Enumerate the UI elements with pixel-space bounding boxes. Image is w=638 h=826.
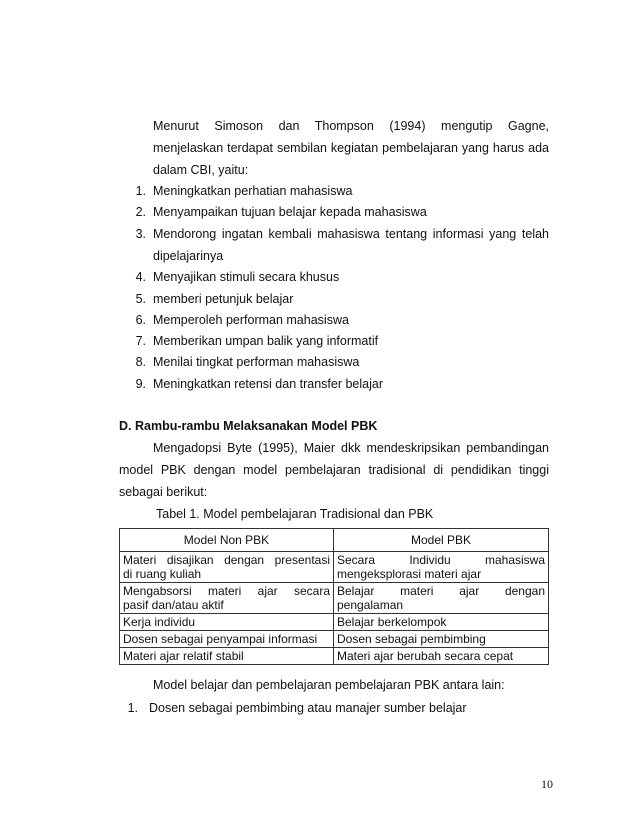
table-row	[120, 583, 549, 614]
table-row	[120, 614, 549, 631]
list-item-text: Menilai tingkat performan mahasiswa	[153, 355, 360, 369]
list-item-text: Memberikan umpan balik yang informatif	[153, 334, 379, 348]
list-item-number: 1.	[135, 184, 146, 198]
list-item-number: 3.	[135, 227, 146, 241]
list-item-number: 7.	[135, 334, 146, 348]
cell-line: Mengabsorsi materi ajar secara	[123, 584, 330, 598]
table-caption: Tabel 1. Model pembelajaran Tradisional dan PBK	[156, 507, 434, 521]
cell-line: pengalaman	[337, 598, 404, 612]
list-item-text: Menyampaikan tujuan belajar kepada mahasiswa	[153, 205, 427, 219]
closing-line: Model belajar dan pembelajaran pembelajaran PBK antara lain:	[153, 678, 505, 692]
table-cell: Dosen sebagai pembimbing	[334, 631, 549, 648]
table-cell	[334, 583, 549, 614]
cell-line: mengeksplorasi materi ajar	[337, 567, 482, 581]
list-item-number: 1.	[127, 701, 138, 715]
cell-line: di ruang kuliah	[123, 567, 202, 581]
table-cell: Belajar berkelompok	[334, 614, 549, 631]
table-cell	[334, 552, 549, 583]
intro-line-3: dalam CBI, yaitu:	[153, 163, 249, 177]
list-item-continuation: dipelajarinya	[153, 249, 224, 263]
list-item-number: 6.	[135, 313, 146, 327]
list-item-number: 9.	[135, 377, 146, 391]
column-header: Model PBK	[334, 529, 549, 552]
page-number: 10	[541, 777, 553, 791]
list-item-text: Meningkatkan perhatian mahasiswa	[153, 184, 353, 198]
list-item-text: Memperoleh performan mahasiswa	[153, 313, 349, 327]
table-cell: Materi ajar relatif stabil	[120, 648, 334, 665]
list-item-text: Meningkatkan retensi dan transfer belajar	[153, 377, 383, 391]
table-cell: Dosen sebagai penyampai informasi	[120, 631, 334, 648]
list-item-number: 2.	[135, 205, 146, 219]
table-cell: Kerja individu	[120, 614, 334, 631]
table-row	[120, 631, 549, 648]
list-item-text: memberi petunjuk belajar	[153, 292, 294, 306]
table-cell: Materi ajar berubah secara cepat	[334, 648, 549, 665]
cell-line: Materi disajikan dengan presentasi	[123, 553, 330, 567]
table-header-row	[120, 529, 549, 552]
table-row	[120, 552, 549, 583]
cell-line: pasif dan/atau aktif	[123, 598, 224, 612]
list-item-number: 8.	[135, 355, 146, 369]
section-heading: D. Rambu-rambu Melaksanakan Model PBK	[119, 419, 378, 433]
table-row	[120, 648, 549, 665]
cell-line: Secara Individu mahasiswa	[337, 553, 545, 567]
column-header: Model Non PBK	[120, 529, 334, 552]
comparison-table	[119, 528, 549, 665]
list-item-number: 5.	[135, 292, 146, 306]
table-cell	[120, 552, 334, 583]
list-item-text: Mendorong ingatan kembali mahasiswa tentang informasi yang telah	[153, 227, 549, 241]
intro-line-2: menjelaskan terdapat sembilan kegiatan pembelajaran yang harus ada	[153, 141, 549, 155]
table-cell	[120, 583, 334, 614]
paragraph-line-2: model PBK dengan model pembelajaran tradisional di pendidikan tinggi	[119, 463, 549, 477]
list-item-text: Menyajikan stimuli secara khusus	[153, 270, 340, 284]
intro-line-1: Menurut Simoson dan Thompson (1994) mengutip Gagne,	[153, 119, 549, 133]
paragraph-line-3: sebagai berikut:	[119, 485, 208, 499]
cell-line: Belajar materi ajar dengan	[337, 584, 545, 598]
paragraph-line-1: Mengadopsi Byte (1995), Maier dkk mendeskripsikan pembandingan	[153, 441, 549, 455]
list-item-text: Dosen sebagai pembimbing atau manajer sumber belajar	[149, 701, 467, 715]
list-item-number: 4.	[135, 270, 146, 284]
